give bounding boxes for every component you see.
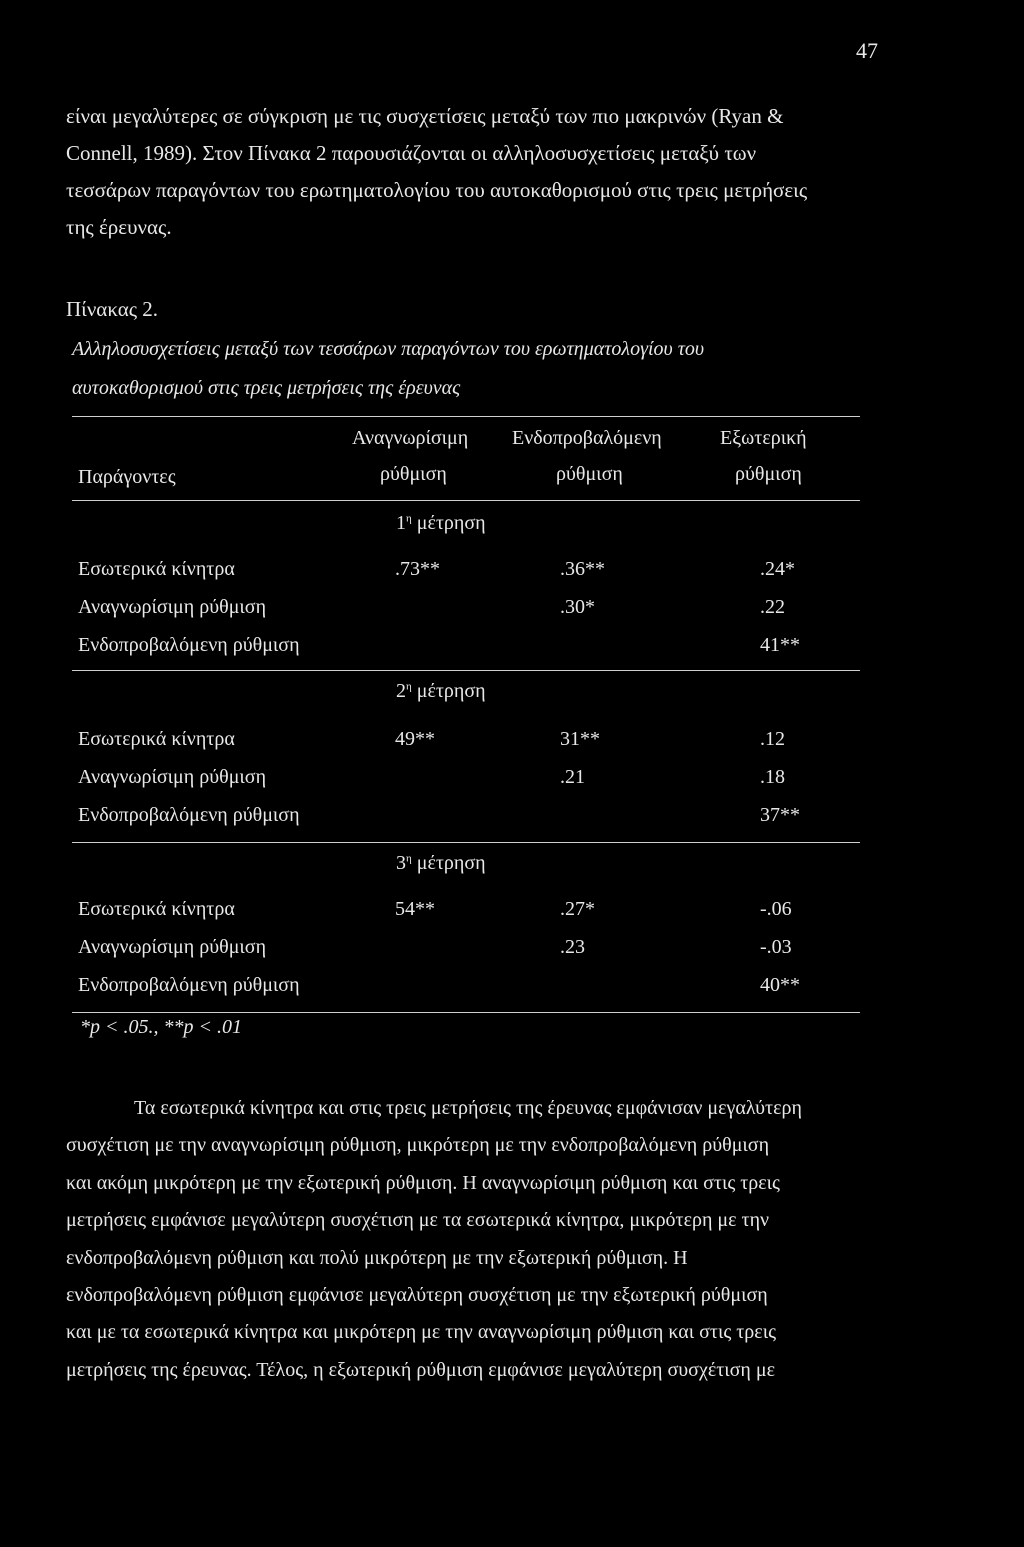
factor-label: Εσωτερικά κίνητρα — [78, 558, 235, 580]
corr-value: .36** — [560, 558, 605, 580]
corr-value: 31** — [560, 728, 600, 750]
intro-line: της έρευνας. — [66, 215, 172, 239]
corr-value: -.06 — [760, 898, 792, 920]
factor-label: Αναγνωρίσιμη ρύθμιση — [78, 936, 267, 958]
header-rule — [72, 500, 860, 501]
intro-paragraph — [66, 98, 946, 246]
col1-header-sub: ρύθμιση — [380, 463, 447, 485]
factor-label: Ενδοπροβαλόμενη ρύθμιση — [78, 804, 300, 826]
factor-label: Αναγνωρίσιμη ρύθμιση — [78, 766, 267, 788]
section-rule — [72, 842, 860, 843]
corr-value: .12 — [760, 728, 785, 750]
section-rule — [72, 670, 860, 671]
col1-header: Αναγνωρίσιμη — [352, 427, 469, 449]
corr-value: 37** — [760, 804, 800, 826]
corr-value: .24* — [760, 558, 795, 580]
measurement-heading: $1^\eta$ μέτρηση — [396, 512, 486, 534]
page-number: 47 — [856, 38, 878, 63]
measurement-heading: $2^\eta$ μέτρηση — [396, 680, 486, 702]
corr-value: .22 — [760, 596, 785, 618]
body-line: και ακόμη μικρότερη με την εξωτερική ρύθμιση. Η αναγνωρίσιμη ρύθμιση και στις τρεις — [66, 1171, 780, 1194]
corr-value: 40** — [760, 974, 800, 996]
corr-value: -.03 — [760, 936, 792, 958]
significance-note: *p < .05., **p < .01 — [80, 1016, 242, 1038]
corr-value: 49** — [395, 728, 435, 750]
factors-header: Παράγοντες — [78, 466, 176, 488]
table-bottom-rule — [72, 1012, 860, 1013]
corr-value: .30* — [560, 596, 595, 618]
intro-line: Connell, 1989). Στον Πίνακα 2 παρουσιάζονται οι αλληλοσυσχετίσεις μεταξύ των — [66, 141, 757, 165]
corr-value: .18 — [760, 766, 785, 788]
factor-label: Εσωτερικά κίνητρα — [78, 728, 235, 750]
body-line: και με τα εσωτερικά κίνητρα και μικρότερη με την αναγνωρίσιμη ρύθμιση και στις τρεις — [66, 1321, 776, 1344]
corr-value: 54** — [395, 898, 435, 920]
corr-value: .73** — [395, 558, 440, 580]
corr-value: .27* — [560, 898, 595, 920]
body-line: Τα εσωτερικά κίνητρα και στις τρεις μετρήσεις της έρευνας εμφάνισαν μεγαλύτερη — [134, 1097, 802, 1119]
factor-label: Ενδοπροβαλόμενη ρύθμιση — [78, 634, 300, 656]
body-line: συσχέτιση με την αναγνωρίσιμη ρύθμιση, μικρότερη με την ενδοπροβαλόμενη ρύθμιση — [66, 1134, 770, 1157]
col3-header: Εξωτερική — [720, 427, 807, 449]
measurement-heading: $3^\eta$ μέτρηση — [396, 852, 486, 874]
table-label: Πίνακας 2. — [66, 297, 159, 321]
table-title-line: Αλληλοσυσχετίσεις μεταξύ των τεσσάρων παραγόντων του ερωτηματολογίου του — [72, 338, 705, 360]
col2-header-sub: ρύθμιση — [556, 463, 623, 485]
body-line: μετρήσεις της έρευνας. Τέλος, η εξωτερική ρύθμιση εμφάνισε μεγαλύτερη συσχέτιση με — [66, 1358, 776, 1381]
corr-value: .21 — [560, 766, 585, 788]
col2-header: Ενδοπροβαλόμενη — [512, 427, 662, 449]
col3-header-sub: ρύθμιση — [735, 463, 802, 485]
factor-label: Ενδοπροβαλόμενη ρύθμιση — [78, 974, 300, 996]
intro-line: είναι μεγαλύτερες σε σύγκριση με τις συσχετίσεις μεταξύ των πιο μακρινών (Ryan & — [66, 104, 784, 128]
table-top-rule — [72, 416, 860, 417]
factor-label: Εσωτερικά κίνητρα — [78, 898, 235, 920]
table-title-line: αυτοκαθορισμού στις τρεις μετρήσεις της έρευνας — [72, 377, 461, 399]
corr-value: 41** — [760, 634, 800, 656]
body-line: μετρήσεις εμφάνισε μεγαλύτερη συσχέτιση με τα εσωτερικά κίνητρα, μικρότερη με την — [66, 1209, 770, 1232]
body-paragraph — [66, 1090, 946, 1389]
body-line: ενδοπροβαλόμενη ρύθμιση εμφάνισε μεγαλύτερη συσχέτιση με την εξωτερική ρύθμιση — [66, 1284, 768, 1307]
body-line: ενδοπροβαλόμενη ρύθμιση και πολύ μικρότερη με την εξωτερική ρύθμιση. Η — [66, 1246, 688, 1269]
factor-label: Αναγνωρίσιμη ρύθμιση — [78, 596, 267, 618]
corr-value: .23 — [560, 936, 585, 958]
intro-line: τεσσάρων παραγόντων του ερωτηματολογίου του αυτοκαθορισμού στις τρεις μετρήσεις — [66, 178, 808, 202]
